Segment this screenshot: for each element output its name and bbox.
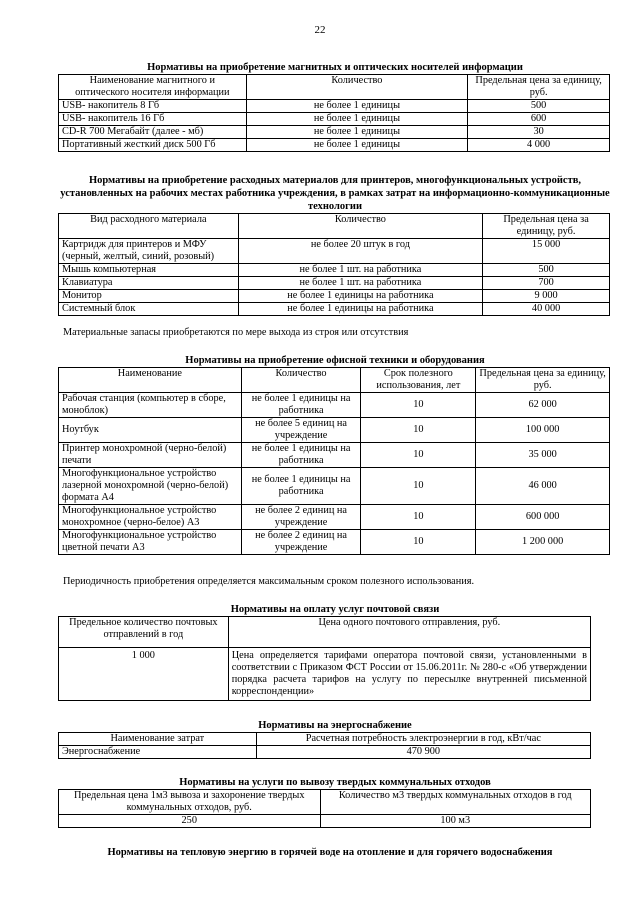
table-row <box>59 393 610 418</box>
cell: Многофункциональное устройство лазерной монохромной (черно-белой) формата А4 <box>59 468 242 505</box>
cell: USB- накопитель 16 Гб <box>59 113 247 126</box>
cell: 100 000 <box>476 418 610 443</box>
waste-table <box>58 789 591 828</box>
cell: не более 1 шт. на работника <box>238 277 482 290</box>
header-cell: Количество <box>241 368 361 393</box>
cell: не более 1 единицы на работника <box>241 443 361 468</box>
cell: 10 <box>361 393 476 418</box>
table-row <box>59 418 610 443</box>
cell: 15 000 <box>483 239 610 264</box>
cell: Мышь компьютерная <box>59 264 239 277</box>
cell: 10 <box>361 418 476 443</box>
cell: не более 1 единицы на работника <box>238 290 482 303</box>
cell: Цена определяется тарифами оператора почтовой связи, установленными в соответствии с Приказом ФСТ России от 15.06.2011г. № 280-с «Об утверждении порядка расчета тарифов на услугу по пересылке внутренней письменной корреспонденции» <box>228 648 590 701</box>
cell: USB- накопитель 8 Гб <box>59 100 247 113</box>
magnetic-media-table <box>58 74 610 152</box>
cell: 35 000 <box>476 443 610 468</box>
consumables-title: Нормативы на приобретение расходных материалов для принтеров, многофункциональных устройств, установленных на рабочих местах работника учреждения, в рамках затрат на информационно-коммуникационные технологии <box>60 175 610 212</box>
cell: 250 <box>59 815 321 828</box>
header-cell: Срок полезного использования, лет <box>361 368 476 393</box>
cell: не более 1 единицы на работника <box>241 393 361 418</box>
cell: 600 000 <box>476 505 610 530</box>
cell: не более 1 единицы <box>246 126 468 139</box>
cell: не более 20 штук в год <box>238 239 482 264</box>
header-cell: Наименование магнитного и оптического носителя информации <box>59 75 247 100</box>
table-row <box>59 530 610 555</box>
header-cell: Предельная цена за единицу, руб. <box>476 368 610 393</box>
consumables-note: Материальные запасы приобретаются по мере выхода из строя или отсутствия <box>63 327 409 338</box>
table-row <box>59 815 591 828</box>
cell: не более 1 единицы <box>246 113 468 126</box>
cell: Принтер монохромной (черно-белой) печати <box>59 443 242 468</box>
cell: Энергоснабжение <box>59 746 257 759</box>
header-cell: Наименование <box>59 368 242 393</box>
cell: 1 000 <box>59 648 229 701</box>
cell: 500 <box>468 100 610 113</box>
table-header-row <box>59 368 610 393</box>
table-row <box>59 277 610 290</box>
cell: 700 <box>483 277 610 290</box>
table-row <box>59 468 610 505</box>
table-row <box>59 126 610 139</box>
office-equipment-title: Нормативы на приобретение офисной техники и оборудования <box>185 355 485 366</box>
table-row <box>59 100 610 113</box>
cell: 4 000 <box>468 139 610 152</box>
table-row <box>59 290 610 303</box>
table-row <box>59 443 610 468</box>
table-header-row <box>59 75 610 100</box>
cell: не более 5 единиц на учреждение <box>241 418 361 443</box>
consumables-table <box>58 213 610 316</box>
header-cell: Предельное количество почтовых отправлений в год <box>59 617 229 648</box>
cell: 30 <box>468 126 610 139</box>
cell: не более 2 единиц на учреждение <box>241 505 361 530</box>
cell: 1 200 000 <box>476 530 610 555</box>
cell: 10 <box>361 530 476 555</box>
table-row <box>59 303 610 316</box>
header-cell: Предельная цена 1м3 вывоза и захоронение твердых коммунальных отходов, руб. <box>59 790 321 815</box>
cell: не более 1 единицы на работника <box>238 303 482 316</box>
cell: Ноутбук <box>59 418 242 443</box>
cell: не более 1 единицы <box>246 100 468 113</box>
cell: не более 1 единицы на работника <box>241 468 361 505</box>
cell: Системный блок <box>59 303 239 316</box>
cell: Картридж для принтеров и МФУ (черный, желтый, синий, розовый) <box>59 239 239 264</box>
cell: 10 <box>361 443 476 468</box>
cell: 470 900 <box>256 746 590 759</box>
table-header-row <box>59 617 591 648</box>
cell: не более 1 единицы <box>246 139 468 152</box>
energy-title: Нормативы на энергоснабжение <box>258 720 412 731</box>
table-row <box>59 239 610 264</box>
table-row <box>59 264 610 277</box>
cell: Клавиатура <box>59 277 239 290</box>
cell: 100 м3 <box>320 815 591 828</box>
cell: не более 1 шт. на работника <box>238 264 482 277</box>
table-row <box>59 505 610 530</box>
cell: Портативный жесткий диск 500 Гб <box>59 139 247 152</box>
cell: Многофункциональное устройство монохромное (черно-белое) А3 <box>59 505 242 530</box>
energy-table <box>58 732 591 759</box>
cell: 600 <box>468 113 610 126</box>
header-cell: Количество м3 твердых коммунальных отходов в год <box>320 790 591 815</box>
header-cell: Цена одного почтового отправления, руб. <box>228 617 590 648</box>
cell: Монитор <box>59 290 239 303</box>
cell: 46 000 <box>476 468 610 505</box>
table-row <box>59 113 610 126</box>
cell: не более 2 единиц на учреждение <box>241 530 361 555</box>
table-row <box>59 746 591 759</box>
header-cell: Предельная цена за единицу, руб. <box>483 214 610 239</box>
postal-table <box>58 616 591 701</box>
cell: 9 000 <box>483 290 610 303</box>
office-equipment-table <box>58 367 610 555</box>
table-header-row <box>59 214 610 239</box>
cell: CD-R 700 Мегабайт (далее - мб) <box>59 126 247 139</box>
table-header-row <box>59 790 591 815</box>
table-row <box>59 648 591 701</box>
header-cell: Наименование затрат <box>59 733 257 746</box>
header-cell: Расчетная потребность электроэнергии в год, кВт/час <box>256 733 590 746</box>
cell: 40 000 <box>483 303 610 316</box>
cell: 500 <box>483 264 610 277</box>
cell: 10 <box>361 468 476 505</box>
heat-energy-title: Нормативы на тепловую энергию в горячей воде на отопление и для горячего водоснабжения <box>107 847 553 858</box>
magnetic-media-title: Нормативы на приобретение магнитных и оптических носителей информации <box>147 62 523 73</box>
office-equipment-note: Периодичность приобретения определяется максимальным сроком полезного использования. <box>63 576 475 587</box>
cell: Рабочая станция (компьютер в сборе, моноблок) <box>59 393 242 418</box>
header-cell: Количество <box>238 214 482 239</box>
header-cell: Предельная цена за единицу, руб. <box>468 75 610 100</box>
header-cell: Количество <box>246 75 468 100</box>
waste-title: Нормативы на услуги по вывозу твердых коммунальных отходов <box>179 777 491 788</box>
header-cell: Вид расходного материала <box>59 214 239 239</box>
page-number: 22 <box>314 24 326 36</box>
table-header-row <box>59 733 591 746</box>
cell: 10 <box>361 505 476 530</box>
table-row <box>59 139 610 152</box>
cell: Многофункциональное устройство цветной печати А3 <box>59 530 242 555</box>
cell: 62 000 <box>476 393 610 418</box>
postal-title: Нормативы на оплату услуг почтовой связи <box>230 604 440 615</box>
